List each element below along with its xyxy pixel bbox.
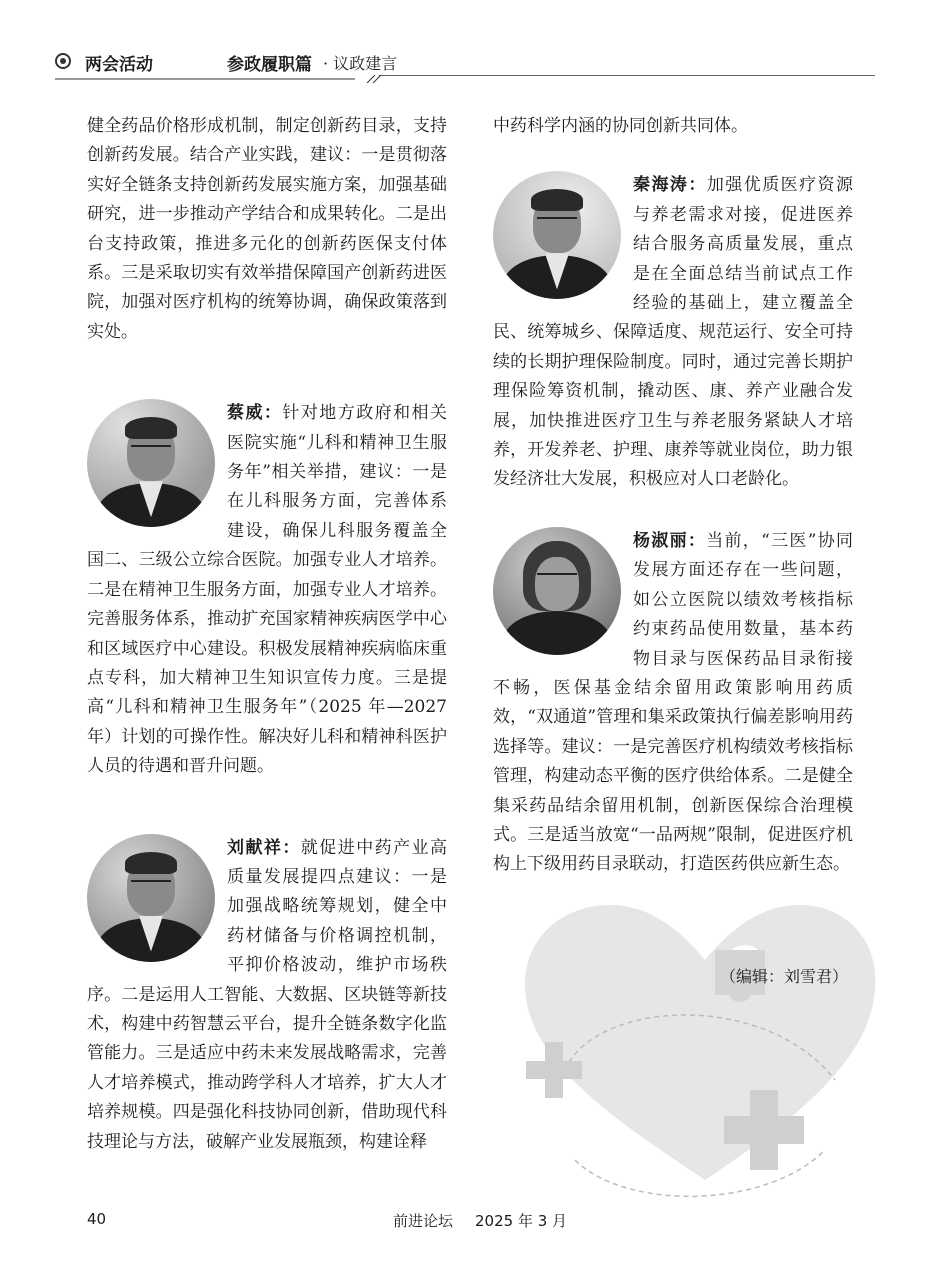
footer-publication [393,1210,567,1231]
yang-shuli-portrait [493,527,621,655]
heart-puzzle-icon [505,880,885,1200]
section-title: 两会活动 [85,55,153,75]
cai-wei-name: 蔡威： [227,403,283,424]
page-number: 40 [87,1210,107,1228]
liu-xianxiang-name: 刘献祥： [227,837,301,858]
cai-wei-paragraph [87,399,447,781]
yang-shuli-text: 当前，“三医”协同发展方面还存在一些问题，如公立医院以绩效考核指标约束药品使用数量，基本药物目录与医保药品目录衔接不畅，医保基金结余留用政策影响用药质效，“双通道”管理和集采政策执行偏差影响用药选择等。建议：一是完善医疗机构绩效考核指标管理，构建动态平衡的医疗供给体系。二是健全集采药品结余留用机制，创新医保综合治理模式。三是适当放宽“一品两规”限制，促进医疗机构上下级用药目录联动，打造医药供应新生态。 [493,530,853,875]
liu-xianxiang-text: 就促进中药产业高质量发展提四点建议：一是加强战略统筹规划，健全中药材储备与价格调控机制，平抑价格波动，维护市场秩序。二是运用人工智能、大数据、区块链等新技术，构建中药智慧云平台，提升全链条数字化监管能力。三是适应中药未来发展战略需求，完善人才培养模式，推动跨学科人才培养，扩大人才培养规模。四是强化科技协同创新，借助现代科技理论与方法，破解产业发展瓶颈，构建诠释 [87,837,448,1152]
page-header [55,50,875,74]
magazine-name: 前进论坛 [393,1212,454,1230]
yang-shuli-paragraph [493,527,853,880]
continuation-paragraph: 中药科学内涵的协同创新共同体。 [493,116,748,136]
qin-haitao-name: 秦海涛： [633,175,707,196]
yang-shuli-name: 杨淑丽： [633,530,707,551]
cai-wei-text: 针对地方政府和相关医院实施“儿科和精神卫生服务年”相关举措，建议：一是在儿科服务方面，完善体系建设，确保儿科服务覆盖全国二、三级公立综合医院。加强专业人才培养。二是在精神卫生服务方面，加强专业人才培养。完善服务体系，推动扩充国家精神疾病医学中心和区域医疗中心建设。积极发展精神疾病临床重点专科，加大精神卫生知识宣传力度。三是提高“儿科和精神卫生服务年”（2025 年—2027 年）计划的可操作性。解决好儿科和精神科医护人员的待遇和晋升问题。 [87,403,448,777]
editor-note: （编辑：刘雪君） [720,967,849,986]
qin-haitao-text: 加强优质医疗资源与养老需求对接，促进医养结合服务高质量发展，重点是在全面总结当前试点工作经验的基础上，建立覆盖全民、统筹城乡、保障适度、规范运行、安全可持续的长期护理保险制度。同时，通过完善长期护理保险筹资机制，撬动医、康、养产业融合发展，加快推进医疗卫生与养老服务紧缺人才培养，开发养老、护理、康养等就业岗位，助力银发经济壮大发展，积极应对人口老龄化。 [493,175,854,490]
left-column [87,112,447,1157]
header-rule [55,75,875,83]
column-subtitle: · 议政建言 [323,54,398,73]
qin-haitao-paragraph [493,171,853,494]
target-bullet-icon [55,53,71,69]
issue-date: 2025 年 3 月 [475,1212,568,1230]
qin-haitao-portrait [493,171,621,299]
column-title: 参政履职篇 [227,55,312,75]
right-column [493,112,853,880]
cai-wei-portrait [87,399,215,527]
intro-paragraph: 健全药品价格形成机制，制定创新药目录，支持创新药发展。结合产业实践，建议：一是贯彻落实好全链条支持创新药发展实施方案，加强基础研究，进一步推动产学结合和成果转化。二是出台支持政策，推进多元化的创新药医保支付体系。三是采取切实有效举措保障国产创新药进医院，加强对医疗机构的统筹协调，确保政策落到实处。 [87,116,447,342]
liu-xianxiang-portrait [87,834,215,962]
liu-xianxiang-paragraph [87,834,447,1157]
